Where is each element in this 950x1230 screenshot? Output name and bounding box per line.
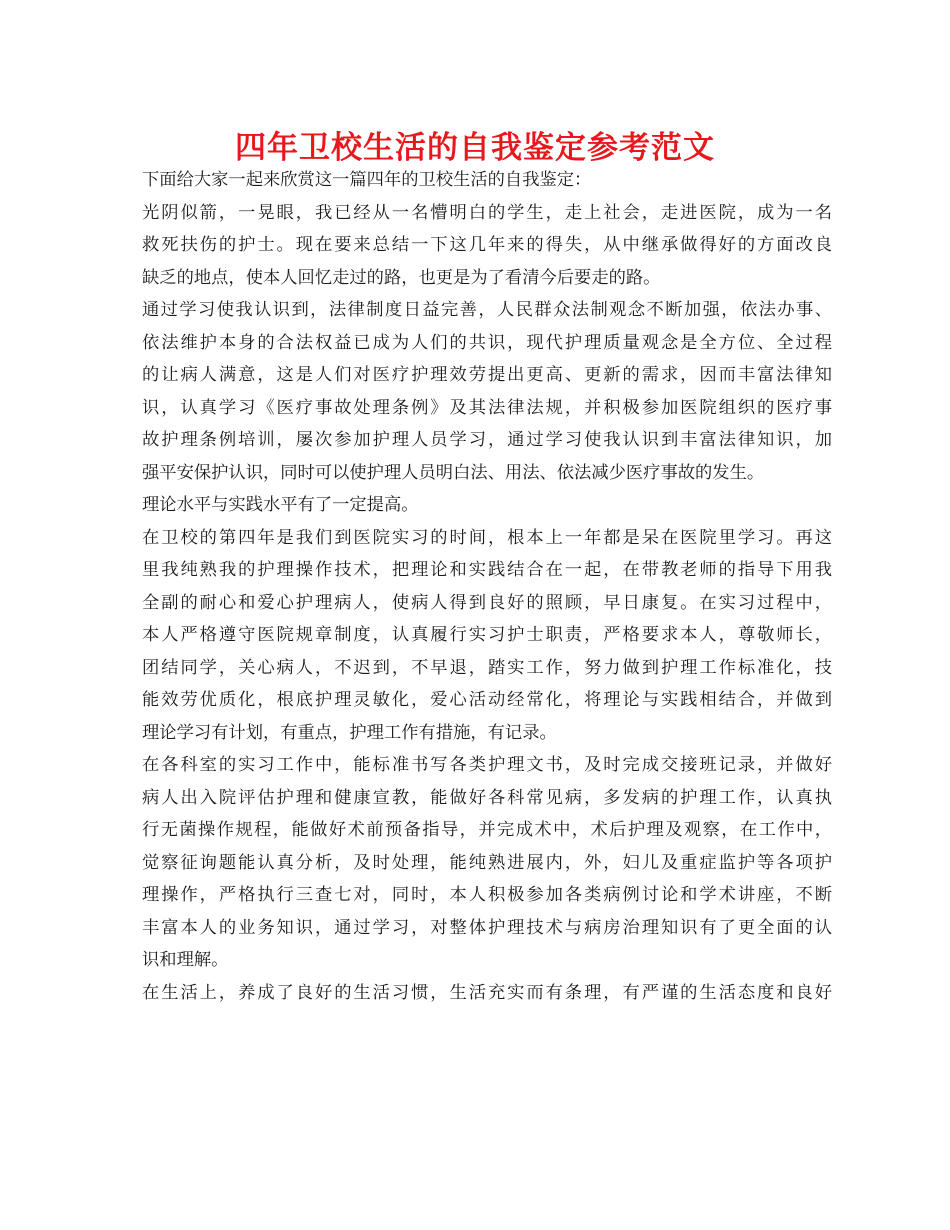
- text-line: 全副的耐心和爱心护理病人，使病人得到良好的照顾，早日康复。在实习过程中，: [142, 592, 832, 613]
- document-body: [142, 164, 832, 1009]
- text-line: 理论学习有计划，有重点，护理工作有措施，有记录。: [142, 722, 557, 743]
- text-line: 识和理解。: [142, 950, 229, 970]
- text-line: 里我纯熟我的护理操作技术，把理论和实践结合在一起，在带教老师的指导下用我: [142, 560, 832, 580]
- text-line: 缺乏的地点，使本人回忆走过的路，也更是为了看清今后要走的路。: [142, 267, 661, 288]
- text-line: 在各科室的实习工作中，能标准书写各类护理文书，及时完成交接班记录，并做好: [142, 755, 832, 775]
- text-line: 救死扶伤的护士。现在要来总结一下这几年来的得失，从中继承做得好的方面改良: [142, 235, 832, 255]
- text-line: 觉察征询题能认真分析，及时处理，能纯熟进展内，外，妇儿及重症监护等各项护: [142, 852, 832, 873]
- text-line: 光阴似箭，一晃眼，我已经从一名懵明白的学生，走上社会，走进医院，成为一名: [142, 202, 832, 223]
- text-line: 的让病人满意，这是人们对医疗护理效劳提出更高、更新的需求，因而丰富法律知: [142, 365, 832, 385]
- document-title: 四年卫校生活的自我鉴定参考范文: [235, 130, 715, 166]
- text-line: 能效劳优质化，根底护理灵敏化，爱心活动经常化，将理论与实践相结合，并做到: [142, 690, 832, 710]
- text-line: 通过学习使我认识到，法律制度日益完善，人民群众法制观念不断加强，依法办事、: [142, 300, 832, 320]
- text-line: 团结同学，关心病人，不迟到，不早退，踏实工作，努力做到护理工作标准化，技: [142, 657, 832, 678]
- text-line: 识，认真学习《医疗事故处理条例》及其法律法规，并积极参加医院组织的医疗事: [142, 397, 832, 418]
- text-line: 依法维护本身的合法权益已成为人们的共识，现代护理质量观念是全方位、全过程: [142, 332, 832, 353]
- text-line: 丰富本人的业务知识，通过学习，对整体护理技术与病房治理知识有了更全面的认: [142, 917, 832, 938]
- text-line: 理操作，严格执行三查七对，同时，本人积极参加各类病例讨论和学术讲座，不断: [142, 885, 832, 905]
- text-line: 病人出入院评估护理和健康宣教，能做好各科常见病，多发病的护理工作，认真执: [142, 787, 832, 808]
- text-line: 理论水平与实践水平有了一定提高。: [142, 495, 419, 515]
- text-line: 下面给大家一起来欣赏这一篇四年的卫校生活的自我鉴定：: [142, 170, 592, 190]
- text-line: 强平安保护认识，同时可以使护理人员明白法、用法、依法减少医疗事故的发生。: [142, 462, 765, 483]
- text-line: 行无菌操作规程，能做好术前预备指导，并完成术中，术后护理及观察，在工作中，: [142, 820, 832, 840]
- text-line: 故护理条例培训，屡次参加护理人员学习，通过学习使我认识到丰富法律知识，加: [142, 430, 832, 450]
- text-line: 在生活上，养成了良好的生活习惯，生活充实而有条理，有严谨的生活态度和良好: [142, 982, 832, 1003]
- text-line: 在卫校的第四年是我们到医院实习的时间，根本上一年都是呆在医院里学习。再这: [142, 527, 832, 548]
- text-line: 本人严格遵守医院规章制度，认真履行实习护士职责，严格要求本人，尊敬师长，: [142, 625, 832, 645]
